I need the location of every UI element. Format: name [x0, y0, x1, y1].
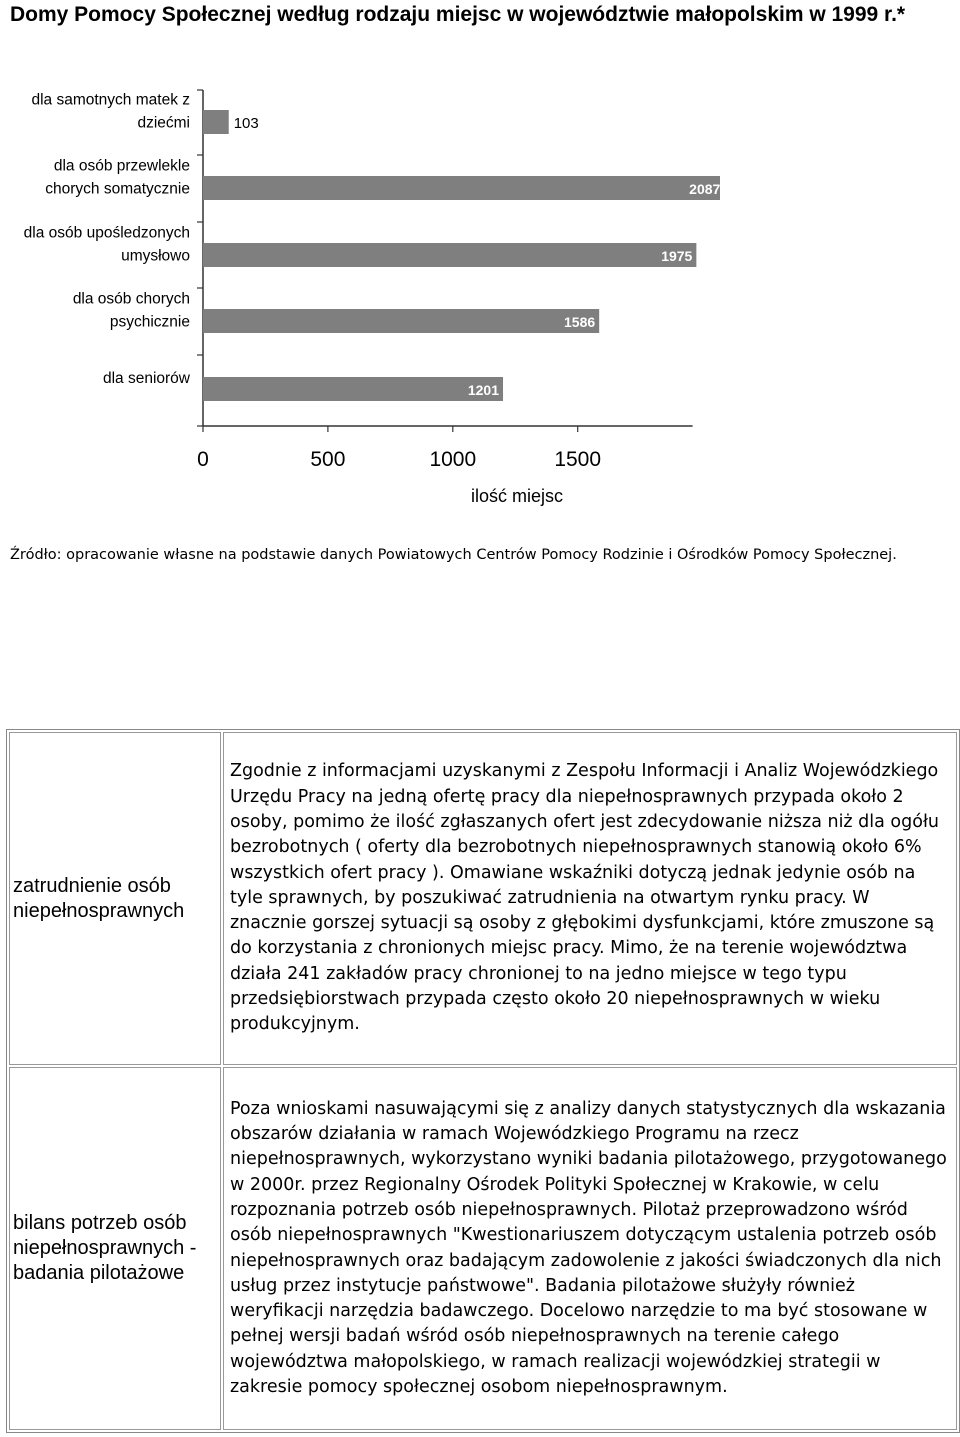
- category-label: dziećmi: [137, 114, 190, 132]
- table-row: [9, 732, 957, 1065]
- row-heading-employment: zatrudnienie osób niepełnosprawnych: [9, 732, 221, 1065]
- bar: [203, 243, 696, 267]
- source-note: Źródło: opracowanie własne na podstawie danych Powiatowych Centrów Pomocy Rodzinie i Ośrodków Pomocy Społecznej.: [10, 547, 897, 563]
- bar: [203, 309, 599, 333]
- bar-value-label: 1975: [661, 248, 693, 264]
- category-label: umysłowo: [121, 247, 190, 265]
- category-label: psychicznie: [109, 313, 190, 331]
- bar-chart: [0, 80, 720, 520]
- category-label: dla osób chorych: [72, 290, 190, 308]
- bar: [203, 110, 229, 134]
- bar-value-label: 1586: [564, 314, 596, 330]
- x-tick-label: 500: [310, 448, 346, 471]
- x-axis-label: ilość miejsc: [470, 486, 564, 506]
- row-text-employment: Zgodnie z informacjami uzyskanymi z Zespołu Informacji i Analiz Wojewódzkiego Urzędu Pracy na jedną ofertę pracy dla niepełnosprawnych przypada około 2 osoby, pomimo że ilość zgłaszanych ofert jest zdecydowanie niższa niż dla ogółu bezrobotnych ( oferty dla bezrobotnych niepełnosprawnych stanowią około 6% wszystkich ofert pracy ). Omawiane wskaźniki dotyczą jednak jedynie osób na tyle sprawnych, by poszukiwać zatrudnienia na otwartym rynku pracy. W znacznie gorszej sytuacji są osoby z głębokimi dysfunkcjami, które zmuszone są do korzystania z chronionych miejsc pracy. Mimo, że na terenie województwa działa 241 zakładów pracy chronionej to na jedno miejsce w tego typu przedsiębiorstwach przypada często około 20 niepełnosprawnych w wieku produkcyjnym.: [223, 732, 957, 1065]
- bar: [203, 176, 720, 200]
- category-label: dla samotnych matek z: [31, 91, 190, 109]
- info-table: [6, 729, 960, 1433]
- page-title: Domy Pomocy Społecznej według rodzaju miejsc w województwie małopolskim w 1999 r.*: [10, 3, 906, 26]
- category-label: dla osób przewlekle: [53, 157, 190, 175]
- bar-value-label: 103: [233, 115, 259, 132]
- table-row: [9, 1067, 957, 1430]
- x-tick-label: 1500: [554, 448, 602, 471]
- bar-value-label: 2087: [689, 181, 720, 197]
- category-label: dla osób upośledzonych: [23, 224, 190, 242]
- x-tick-label: 1000: [429, 448, 477, 471]
- category-label: dla seniorów: [102, 370, 190, 387]
- bar: [203, 377, 503, 401]
- bar-value-label: 1201: [467, 382, 500, 398]
- category-label: chorych somatycznie: [45, 180, 190, 198]
- x-tick-label: 0: [197, 448, 209, 471]
- row-heading-needs-balance: bilans potrzeb osób niepełnosprawnych - badania pilotażowe: [9, 1067, 221, 1430]
- row-text-needs-balance: Poza wnioskami nasuwającymi się z analizy danych statystycznych dla wskazania obszarów działania w ramach Wojewódzkiego Programu na rzecz niepełnosprawnych, wykorzystano wyniki badania pilotażowego, przygotowanego w 2000r. przez Regionalny Ośrodek Polityki Społecznej w Krakowie, w celu rozpoznania potrzeb osób niepełnosprawnych. Pilotaż przeprowadzono wśród osób niepełnosprawnych "Kwestionariuszem dotyczącym ustalenia potrzeb osób niepełnosprawnych oraz badającym zadowolenie z jakości świadczonych dla nich usług przez instytucje państwowe". Badania pilotażowe służyły również weryfikacji narzędzia badawczego. Docelowo narzędzie to ma być stosowane w pełnej wersji badań wśród osób niepełnosprawnych na terenie całego województwa małopolskiego, w ramach realizacji wojewódzkiej strategii w zakresie pomocy społecznej osobom niepełnosprawnym.: [223, 1067, 957, 1430]
